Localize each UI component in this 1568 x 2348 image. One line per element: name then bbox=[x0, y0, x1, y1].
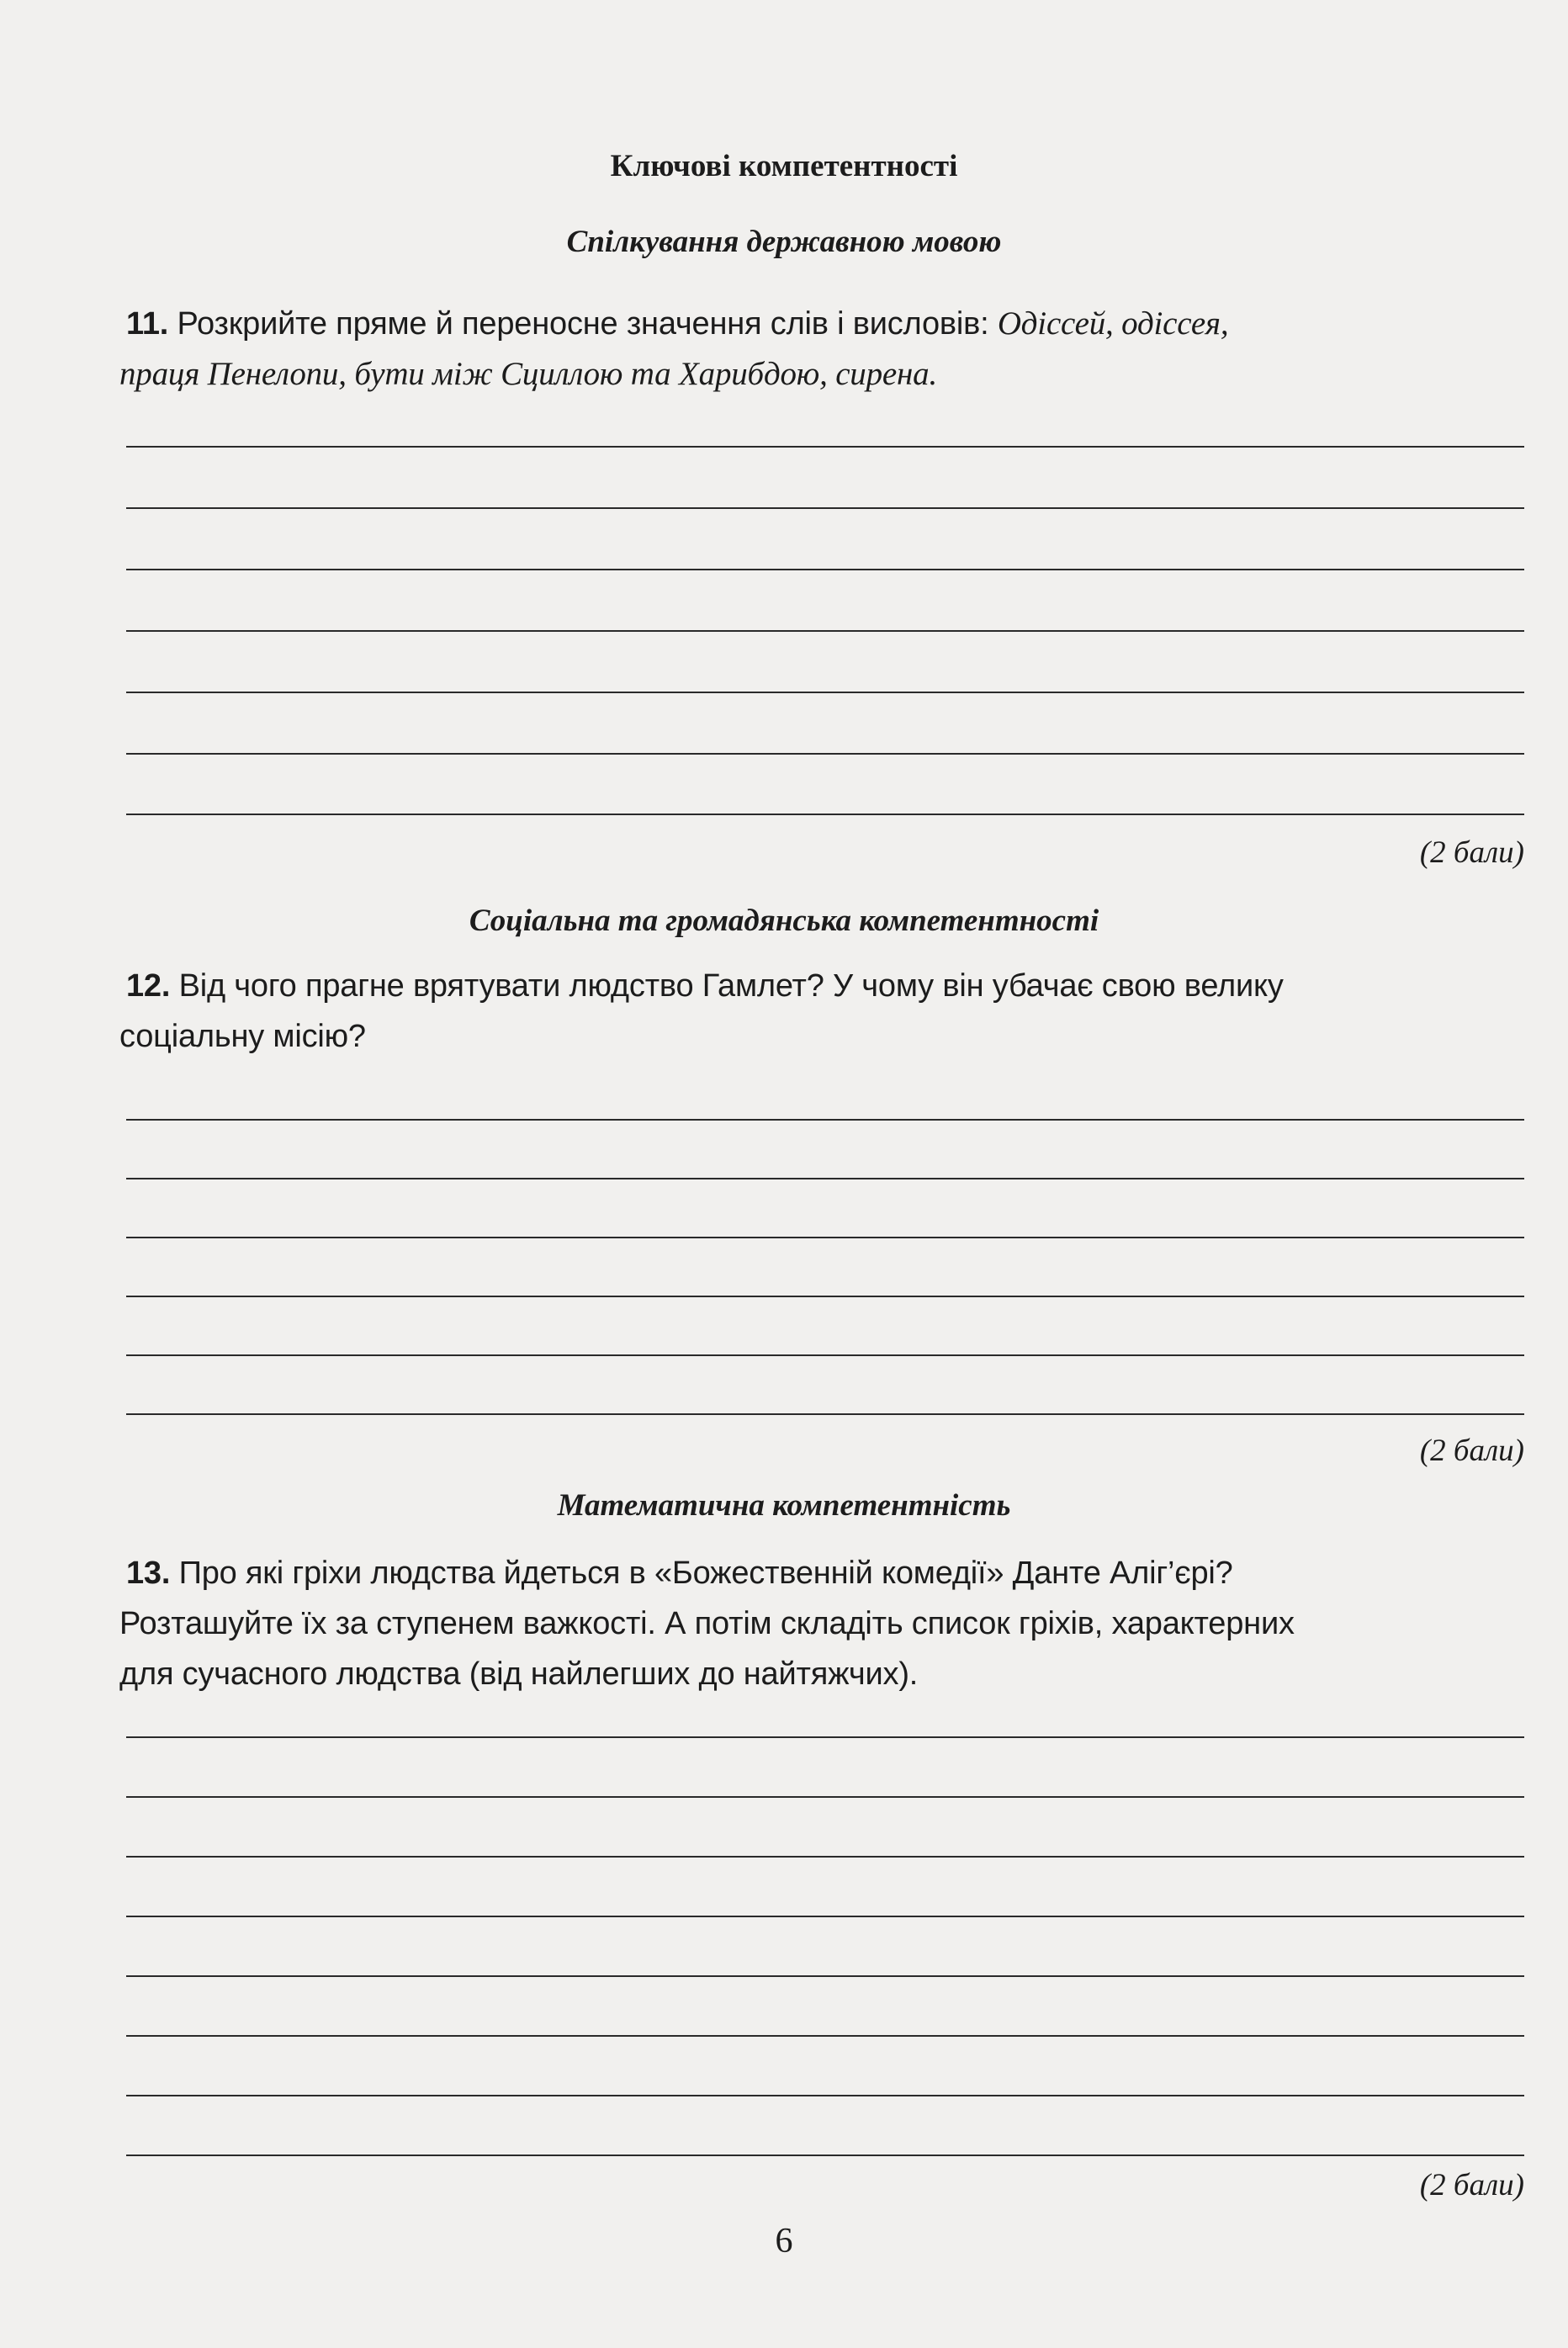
answer-line[interactable] bbox=[126, 1119, 1524, 1121]
answer-line[interactable] bbox=[126, 1736, 1524, 1738]
page-number: 6 bbox=[775, 2222, 793, 2261]
question-11 bbox=[119, 299, 1527, 400]
question-number: 13. bbox=[126, 1556, 171, 1591]
question-text: Розкрийте пряме й переносне значення слів і висловів: bbox=[177, 306, 998, 342]
question-number: 12. bbox=[126, 968, 171, 1004]
question-text-line-1: Про які гріхи людства йдеться в «Божественній комедії» Данте Аліг’єрі? bbox=[178, 1556, 1233, 1591]
answer-line[interactable] bbox=[126, 1237, 1524, 1238]
answer-line[interactable] bbox=[126, 446, 1524, 448]
answer-line[interactable] bbox=[126, 1796, 1524, 1798]
question-13 bbox=[119, 1548, 1527, 1699]
points-label: (2 бали) bbox=[1419, 835, 1524, 870]
section-heading-language: Спілкування державною мовою bbox=[566, 225, 1002, 259]
answer-line[interactable] bbox=[126, 1354, 1524, 1356]
answer-line[interactable] bbox=[126, 2035, 1524, 2037]
answer-line[interactable] bbox=[126, 569, 1524, 570]
question-text-line-2: Розташуйте їх за ступенем важкості. А потім складіть список гріхів, характерних bbox=[119, 1606, 1295, 1641]
question-number: 11. bbox=[126, 306, 169, 342]
question-text-line-1: Від чого прагне врятувати людство Гамлет? У чому він убачає свою велику bbox=[178, 968, 1284, 1004]
question-12 bbox=[119, 961, 1527, 1062]
question-terms-2: праця Пенелопи, бути між Сциллою та Харибдою, сирена bbox=[119, 356, 930, 392]
question-terms-1: Одіссей, одіссея, bbox=[997, 305, 1229, 342]
section-heading-math: Математична компетентність bbox=[557, 1488, 1011, 1523]
answer-line[interactable] bbox=[126, 814, 1524, 815]
points-label: (2 бали) bbox=[1419, 1434, 1524, 1468]
question-text-line-3: для сучасного людства (від найлегших до найтяжчих). bbox=[119, 1656, 919, 1692]
answer-line[interactable] bbox=[126, 507, 1524, 509]
answer-line[interactable] bbox=[126, 1296, 1524, 1297]
answer-line[interactable] bbox=[126, 630, 1524, 632]
answer-line[interactable] bbox=[126, 1178, 1524, 1179]
points-label: (2 бали) bbox=[1419, 2168, 1524, 2202]
question-text-end: . bbox=[929, 356, 938, 392]
answer-line[interactable] bbox=[126, 753, 1524, 755]
page-title: Ключові компетентності bbox=[610, 149, 958, 183]
answer-line[interactable] bbox=[126, 1413, 1524, 1415]
answer-line[interactable] bbox=[126, 1856, 1524, 1858]
answer-line[interactable] bbox=[126, 1916, 1524, 1917]
question-text-line-2: соціальну місію? bbox=[119, 1019, 366, 1054]
answer-line[interactable] bbox=[126, 1975, 1524, 1977]
section-heading-social: Соціальна та громадянська компетентності bbox=[469, 904, 1099, 938]
answer-line[interactable] bbox=[126, 2095, 1524, 2096]
answer-line[interactable] bbox=[126, 2155, 1524, 2156]
answer-line[interactable] bbox=[126, 692, 1524, 693]
